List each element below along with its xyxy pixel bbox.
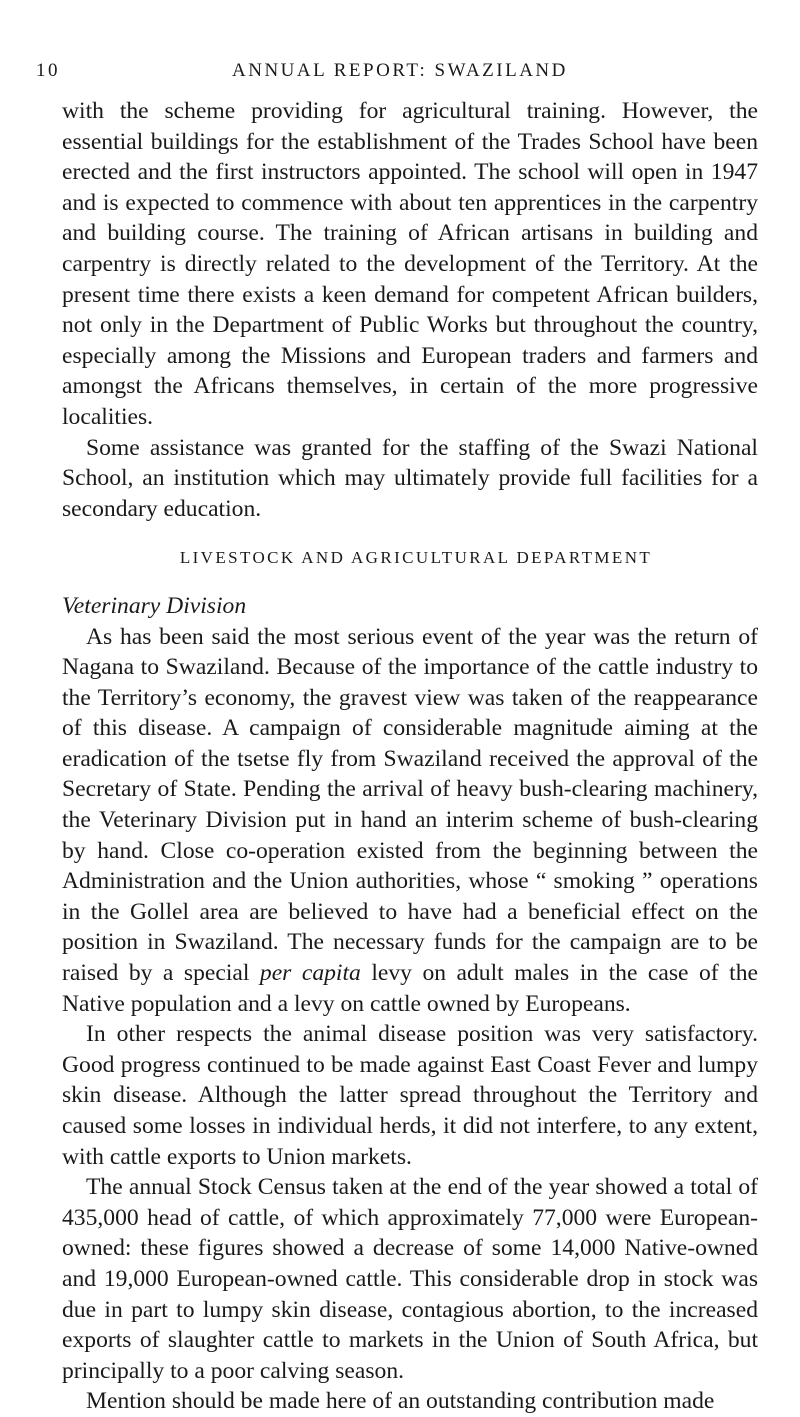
page-number: 10 — [36, 60, 60, 81]
paragraph-nagana-text: As has been said the most serious event of the year was the return of Nagana to Swaziland. Because of the importance of the cattle industry to the Territory’s economy, the gravest view was taken of the reappearance of this disease. A campaign of considerable magnitude aiming at the eradication of the tsetse fly from Swaziland received the approval of the Secretary of State. Pending the arrival of heavy bush-clearing machinery, the Veterinary Division put in hand an interim scheme of bush-clearing by hand. Close co-operation existed from the beginning between the Administration and the Union authorities, whose “ smoking ” operations in the Gollel area are believed to have had a beneficial effect on the position in Swaziland. The necessary funds for the campaign are to be raised by a special — [62, 623, 758, 987]
paragraph-mention: Mention should be made here of an outstanding contribution made — [86, 1388, 715, 1415]
paragraph-animal-disease: In other respects the animal disease position was very satisfactory. Good progress continued to be made against East Coast Fever and lumpy skin disease. Although the latter spread throughout the Territory and caused some losses in individual herds, it did not interfere, to any extent, with cattle exports to Union markets. — [62, 1021, 758, 1170]
running-title: ANNUAL REPORT: SWAZILAND — [232, 60, 568, 81]
subheading-veterinary-division: Veterinary Division — [62, 592, 247, 619]
running-head — [36, 60, 758, 86]
paragraph-nagana-end: levy on adult males in the case of the Native population and a levy on cattle owned by Europeans. — [62, 960, 758, 1017]
paragraph-nagana — [62, 622, 758, 1020]
paragraph-continuation: with the scheme providing for agricultural training. However, the essential buildings for the establishment of the Trades School have been erected and the first instructors appointed. The school will open in 1947 and is expected to commence with about ten apprentices in the carpentry and building course. The training of African artisans in building and carpentry is directly related to the development of the Territory. At the present time there exists a keen demand for competent African builders, not only in the Department of Public Works but throughout the country, especially among the Missions and European traders and farmers and amongst the Africans themselves, in certain of the more progressive localities. — [62, 98, 758, 430]
body-text — [62, 96, 758, 1417]
paragraph-stock-census: The annual Stock Census taken at the end of the year showed a total of 435,000 head of cattle, of which approximately 77,000 were European-owned: these figures showed a decrease of some 14,000 Native-owned and 19,000 European-owned cattle. This considerable drop in stock was due in part to lumpy skin disease, contagious abortion, to the increased exports of slaughter cattle to markets in the Union of South Africa, but principally to a poor calving season. — [62, 1174, 758, 1384]
section-heading: LIVESTOCK AND AGRICULTURAL DEPARTMENT — [179, 548, 653, 568]
per-capita-italic: per capita — [259, 960, 361, 987]
paragraph-swazi-national-school: Some assistance was granted for the staffing of the Swazi National School, an institution which may ultimately provide full facilities for a secondary education. — [62, 434, 758, 522]
